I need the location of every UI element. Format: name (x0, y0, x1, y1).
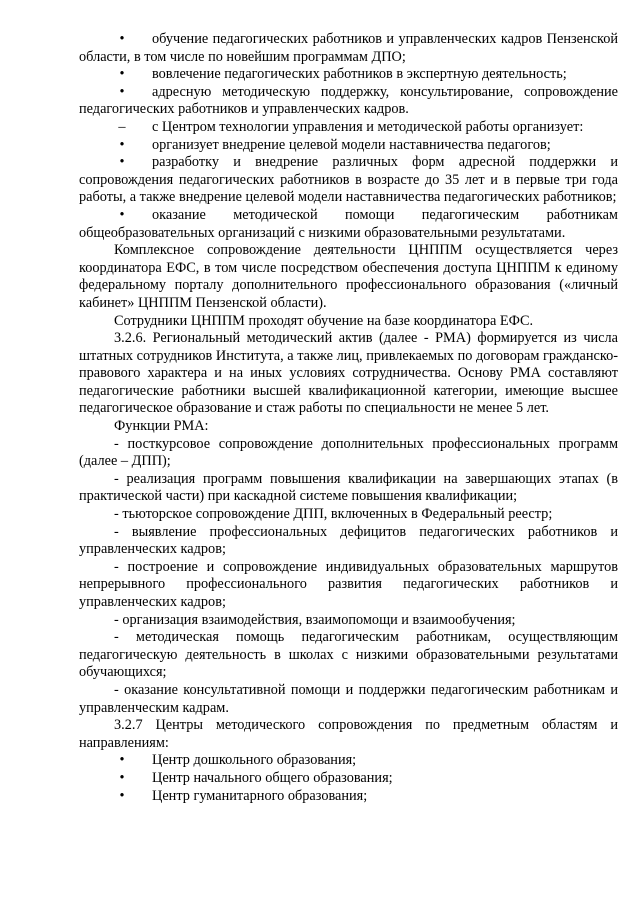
bullet-marker: • (119, 752, 125, 769)
text-paragraph (79, 436, 618, 471)
paragraph-text: - тьюторское сопровождение ДПП, включенных в Федеральный реестр; (114, 506, 553, 523)
text-paragraph (79, 629, 618, 682)
bullet-paragraph (79, 31, 618, 66)
bullet-paragraph (79, 119, 618, 137)
paragraph-text: Комплексное сопровождение деятельности ЦНППМ осуществляется через координатора ЕФС, в том числе посредством обеспечения доступа ЦНППМ к единому федеральному порталу дополнительного профессионального образования («личный кабинет» ЦНППМ Пензенской области). (79, 242, 618, 311)
bullet-marker: • (119, 66, 125, 83)
bullet-paragraph (79, 770, 618, 788)
text-paragraph (79, 717, 618, 752)
bullet-paragraph (79, 154, 618, 207)
paragraph-text: организует внедрение целевой модели наставничества педагогов; (152, 136, 551, 153)
paragraph-text: - методическая помощь педагогическим работникам, осуществляющим педагогическую деятельность в школах с низкими образовательными результатами обучающихся; (79, 629, 618, 681)
bullet-marker: • (119, 136, 125, 153)
paragraph-text: - построение и сопровождение индивидуальных образовательных маршрутов непрерывного профессионального развития педагогических работников и управленческих кадров; (79, 558, 618, 610)
bullet-paragraph (79, 137, 618, 155)
bullet-paragraph (79, 788, 618, 806)
text-paragraph (79, 330, 618, 418)
document-body (79, 31, 618, 805)
paragraph-text: - выявление профессиональных дефицитов педагогических работников и управленческих кадров; (79, 523, 618, 558)
text-paragraph (79, 524, 618, 559)
paragraph-text: - оказание консультативной помощи и поддержки педагогическим работникам и управленческим кадрам. (79, 681, 618, 716)
text-paragraph (79, 313, 618, 331)
paragraph-text: Центр гуманитарного образования; (152, 787, 368, 804)
bullet-marker: – (118, 118, 126, 135)
paragraph-text: с Центром технологии управления и методической работы организует: (152, 118, 584, 135)
paragraph-text: - посткурсовое сопровождение дополнительных профессиональных программ (далее – ДПП); (79, 435, 618, 470)
bullet-paragraph (79, 752, 618, 770)
text-paragraph (79, 559, 618, 612)
text-paragraph (79, 682, 618, 717)
paragraph-text: Сотрудники ЦНППМ проходят обучение на базе координатора ЕФС. (114, 312, 534, 329)
bullet-paragraph (79, 66, 618, 84)
paragraph-text: Центр начального общего образования; (152, 769, 393, 786)
paragraph-text: адресную методическую поддержку, консультирование, сопровождение педагогических работников и управленческих кадров. (79, 83, 618, 118)
paragraph-text: Центр дошкольного образования; (152, 752, 357, 769)
paragraph-text: - организация взаимодействия, взаимопомощи и взаимообучения; (114, 611, 516, 628)
text-paragraph (79, 242, 618, 312)
paragraph-text: оказание методической помощи педагогическим работникам общеобразовательных организаций с низкими образовательными результатами. (79, 206, 618, 241)
text-paragraph (79, 612, 618, 630)
paragraph-text: обучение педагогических работников и управленческих кадров Пензенской области, в том числе по новейшим программам ДПО; (79, 31, 618, 65)
paragraph-text: 3.2.6. Региональный методический актив (далее - РМА) формируется из числа штатных сотрудников Института, а также лиц, привлекаемых по договорам гражданско-правового характера и на иных условиях сотрудничества. Основу РМА составляют педагогические работники высшей квалификационной категории, имеющие высшее педагогическое образование и стаж работы по специальности не менее 5 лет. (79, 330, 618, 417)
paragraph-text: Функции РМА: (114, 418, 209, 435)
paragraph-text: разработку и внедрение различных форм адресной поддержки и сопровождения педагогических работников в возрасте до 35 лет и в первые три года работы, а также внедрение целевой модели наставничества педагогических работников; (79, 154, 618, 206)
paragraph-text: вовлечение педагогических работников в экспертную деятельность; (152, 66, 567, 83)
bullet-paragraph (79, 207, 618, 242)
paragraph-text: 3.2.7 Центры методического сопровождения по предметным областям и направлениям: (79, 717, 618, 751)
text-paragraph (79, 506, 618, 524)
bullet-paragraph (79, 84, 618, 119)
paragraph-text: - реализация программ повышения квалификации на завершающих этапах (в практической части) при каскадной системе повышения квалификации; (79, 470, 618, 505)
bullet-marker: • (119, 206, 125, 223)
text-paragraph (79, 471, 618, 506)
text-paragraph (79, 418, 618, 436)
bullet-marker: • (119, 154, 125, 171)
bullet-marker: • (119, 83, 125, 100)
bullet-marker: • (119, 787, 125, 804)
bullet-marker: • (119, 769, 125, 786)
bullet-marker: • (119, 31, 125, 47)
